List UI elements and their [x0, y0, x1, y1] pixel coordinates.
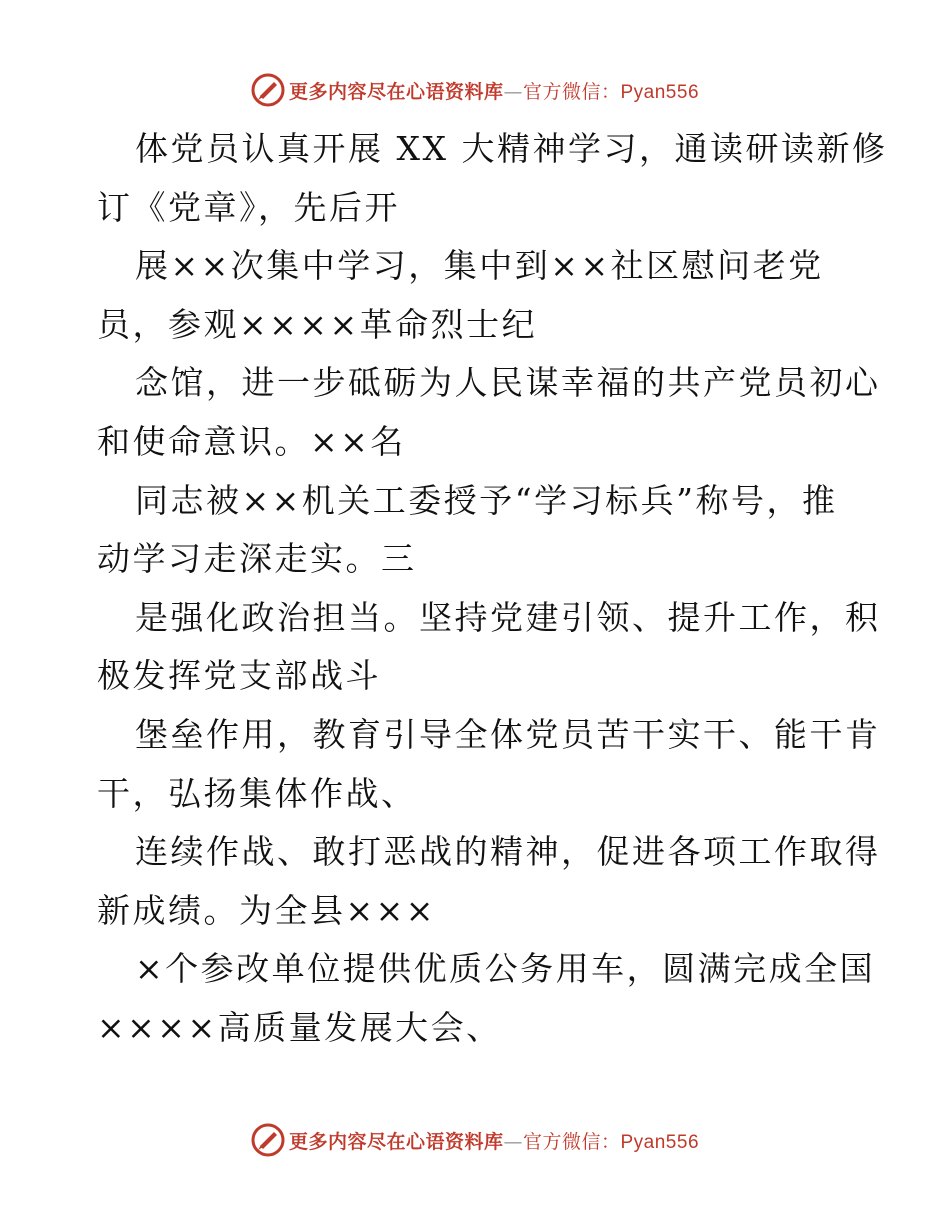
text-line: 动学习走深走实。三	[97, 539, 417, 579]
text-line: 连续作战、敢打恶战的精神，促进各项工作取得	[135, 832, 881, 872]
banner-main-text: 更多内容尽在心语资料库	[288, 1130, 504, 1153]
banner-separator: —	[503, 80, 523, 103]
banner-separator: —	[503, 1130, 523, 1153]
text-line: 念馆，进一步砥砺为人民谋幸福的共产党员初心	[135, 363, 881, 403]
text-line: 体党员认真开展 XX 大精神学习，通读研读新修	[135, 129, 888, 168]
banner-wechat-label: 官方微信：	[522, 1130, 621, 1153]
text-line: 同志被××机关工委授予“学习标兵”称号，推	[135, 480, 838, 520]
banner-wechat-label: 官方微信：	[522, 80, 621, 103]
banner-wechat-id: Pyan556	[620, 1131, 700, 1153]
text-line: ××××高质量发展大会、	[97, 1007, 502, 1047]
text-line: 订《党章》，先后开	[97, 187, 400, 227]
banner-text	[289, 77, 699, 104]
text-line: 新成绩。为全县×××	[97, 890, 436, 930]
logo-icon	[251, 73, 285, 107]
header-banner	[0, 70, 950, 110]
footer-banner	[0, 1120, 950, 1160]
banner-main-text: 更多内容尽在心语资料库	[288, 80, 504, 103]
banner-text	[289, 1127, 699, 1154]
text-line: 是强化政治担当。坚持党建引领、提升工作，积	[135, 597, 881, 637]
text-line: 堡垒作用，教育引导全体党员苦干实干、能干肯	[135, 714, 881, 754]
text-line: 极发挥党支部战斗	[97, 656, 381, 696]
text-line: 干，弘扬集体作战、	[97, 773, 417, 813]
document-body	[97, 120, 888, 1058]
banner-wechat-id: Pyan556	[620, 81, 700, 103]
text-line: ×个参改单位提供优质公务用车，圆满完成全国	[135, 949, 876, 989]
text-line: 员，参观××××革命烈士纪	[97, 304, 538, 344]
text-line: 和使命意识。××名	[97, 421, 406, 461]
text-line: 展××次集中学习，集中到××社区慰问老党	[135, 246, 824, 286]
logo-icon	[251, 1123, 285, 1157]
